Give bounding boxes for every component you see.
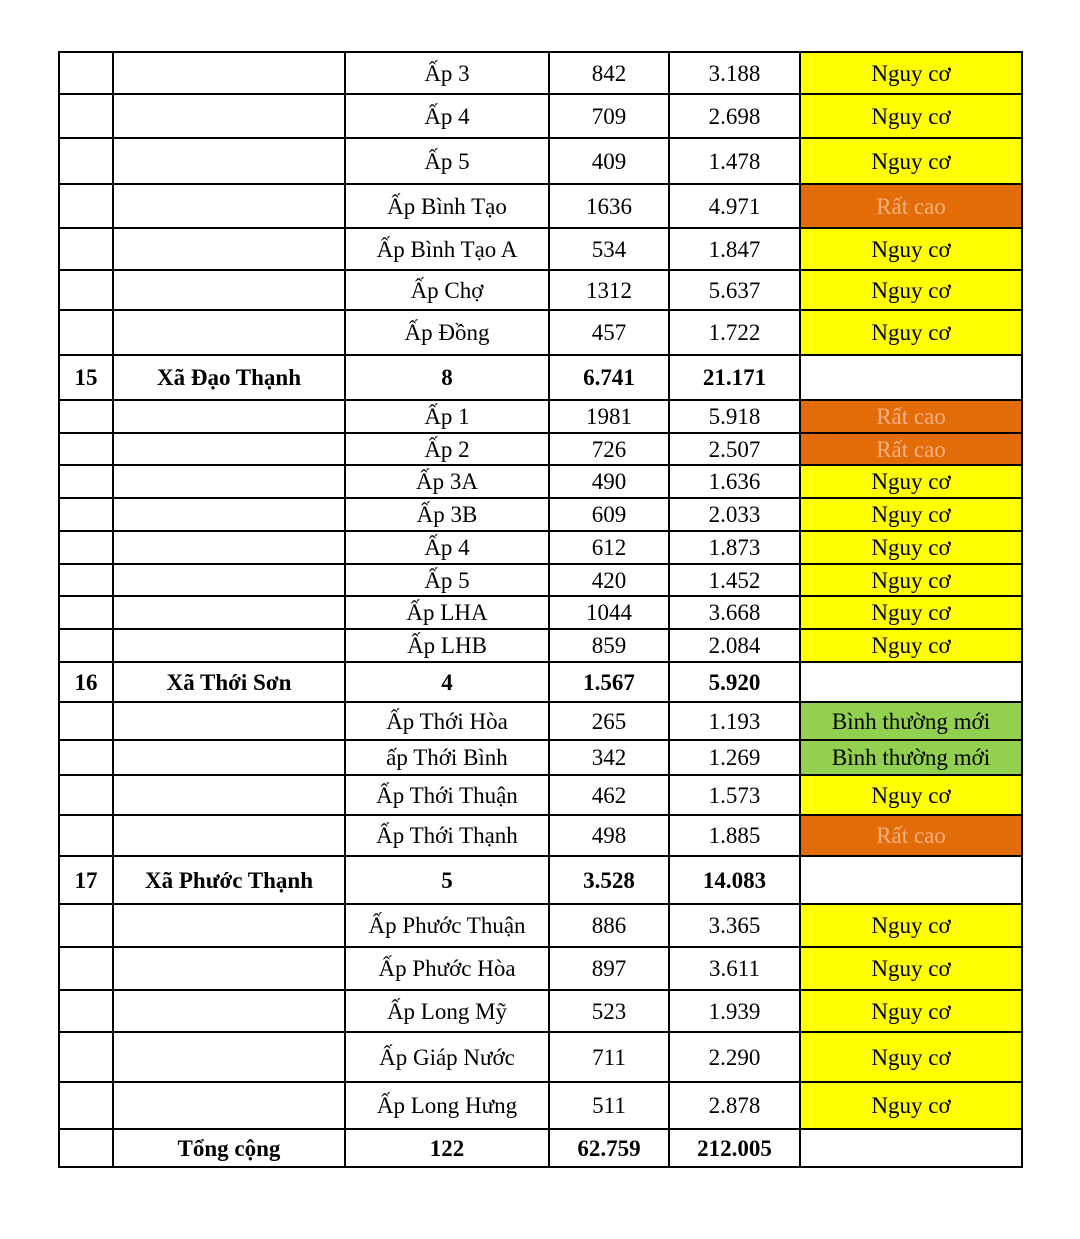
hamlet-row [59,815,1022,856]
hamlet-name-cell: Ấp 4 [345,94,549,138]
value-a-cell: 342 [549,740,669,775]
value-a-cell: 709 [549,94,669,138]
commune-cell [113,740,345,775]
status-cell: Rất cao [800,815,1022,856]
index-cell [59,947,113,990]
value-b-cell: 1.873 [669,531,800,564]
hamlet-row [59,740,1022,775]
status-cell: Nguy cơ [800,1032,1022,1082]
commune-cell [113,629,345,662]
index-cell [59,94,113,138]
value-b-cell: 212.005 [669,1129,800,1167]
index-cell [59,904,113,947]
commune-cell [113,1032,345,1082]
hamlet-name-cell: Ấp 4 [345,531,549,564]
hamlet-name-cell: Ấp LHA [345,596,549,629]
hamlet-name-cell: Ấp Phước Thuận [345,904,549,947]
value-b-cell: 2.878 [669,1082,800,1129]
index-cell [59,629,113,662]
index-cell [59,498,113,531]
hamlet-name-cell: Ấp Giáp Nước [345,1032,549,1082]
hamlet-name-cell: Ấp Phước Hòa [345,947,549,990]
commune-cell [113,990,345,1032]
index-cell [59,1032,113,1082]
value-a-cell: 3.528 [549,856,669,904]
index-cell [59,228,113,270]
index-cell [59,310,113,355]
hamlet-row [59,310,1022,355]
hamlet-row [59,629,1022,662]
value-a-cell: 609 [549,498,669,531]
index-cell [59,270,113,310]
table-body [59,52,1022,1167]
status-cell: Nguy cơ [800,498,1022,531]
commune-cell [113,531,345,564]
status-cell [800,1129,1022,1167]
index-cell [59,52,113,94]
status-cell: Nguy cơ [800,465,1022,498]
index-cell [59,740,113,775]
value-a-cell: 523 [549,990,669,1032]
total-row [59,1129,1022,1167]
value-a-cell: 420 [549,564,669,596]
status-cell: Nguy cơ [800,775,1022,815]
value-a-cell: 511 [549,1082,669,1129]
commune-cell [113,702,345,740]
value-b-cell: 21.171 [669,355,800,400]
value-a-cell: 1044 [549,596,669,629]
index-cell [59,596,113,629]
value-a-cell: 726 [549,433,669,465]
status-cell: Nguy cơ [800,904,1022,947]
count-cell: 4 [345,662,549,702]
hamlet-row [59,52,1022,94]
index-cell [59,400,113,433]
index-cell [59,564,113,596]
value-a-cell: 265 [549,702,669,740]
status-cell: Nguy cơ [800,52,1022,94]
value-b-cell: 1.193 [669,702,800,740]
status-cell: Bình thường mới [800,740,1022,775]
status-cell: Rất cao [800,433,1022,465]
commune-cell [113,904,345,947]
hamlet-name-cell: Ấp 3 [345,52,549,94]
status-cell: Bình thường mới [800,702,1022,740]
hamlet-name-cell: Ấp Thới Thạnh [345,815,549,856]
hamlet-name-cell: Ấp Đồng [345,310,549,355]
status-cell [800,662,1022,702]
value-b-cell: 14.083 [669,856,800,904]
index-cell [59,1129,113,1167]
hamlet-row [59,775,1022,815]
value-a-cell: 534 [549,228,669,270]
hamlet-name-cell: Ấp Long Hưng [345,1082,549,1129]
hamlet-row [59,1032,1022,1082]
value-a-cell: 842 [549,52,669,94]
hamlet-row [59,184,1022,228]
status-cell: Nguy cơ [800,310,1022,355]
hamlet-risk-table [58,51,1023,1168]
total-label-cell: Tổng cộng [113,1129,345,1167]
value-b-cell: 2.507 [669,433,800,465]
hamlet-row [59,465,1022,498]
status-cell: Nguy cơ [800,629,1022,662]
value-a-cell: 457 [549,310,669,355]
index-cell [59,433,113,465]
hamlet-name-cell: Ấp 3A [345,465,549,498]
hamlet-name-cell: Ấp Bình Tạo [345,184,549,228]
hamlet-row [59,138,1022,184]
hamlet-row [59,531,1022,564]
value-b-cell: 1.636 [669,465,800,498]
status-cell [800,355,1022,400]
value-a-cell: 62.759 [549,1129,669,1167]
commune-cell [113,138,345,184]
commune-cell [113,465,345,498]
value-b-cell: 3.611 [669,947,800,990]
count-cell: 5 [345,856,549,904]
value-b-cell: 3.188 [669,52,800,94]
commune-cell [113,433,345,465]
status-cell: Nguy cơ [800,1082,1022,1129]
value-b-cell: 1.573 [669,775,800,815]
hamlet-row [59,947,1022,990]
value-b-cell: 3.668 [669,596,800,629]
value-a-cell: 612 [549,531,669,564]
value-b-cell: 5.918 [669,400,800,433]
status-cell: Nguy cơ [800,138,1022,184]
index-cell: 16 [59,662,113,702]
index-cell [59,1082,113,1129]
hamlet-name-cell: Ấp 5 [345,138,549,184]
index-cell [59,702,113,740]
value-a-cell: 711 [549,1032,669,1082]
index-cell [59,531,113,564]
commune-cell [113,228,345,270]
hamlet-row [59,596,1022,629]
value-a-cell: 6.741 [549,355,669,400]
value-b-cell: 2.084 [669,629,800,662]
commune-row [59,662,1022,702]
status-cell: Nguy cơ [800,228,1022,270]
value-b-cell: 2.290 [669,1032,800,1082]
commune-cell [113,310,345,355]
commune-cell [113,775,345,815]
value-b-cell: 5.637 [669,270,800,310]
status-cell: Nguy cơ [800,596,1022,629]
index-cell [59,815,113,856]
value-a-cell: 1.567 [549,662,669,702]
value-a-cell: 498 [549,815,669,856]
value-b-cell: 2.698 [669,94,800,138]
value-a-cell: 1981 [549,400,669,433]
status-cell: Nguy cơ [800,947,1022,990]
value-b-cell: 1.478 [669,138,800,184]
hamlet-name-cell: Ấp Thới Hòa [345,702,549,740]
status-cell: Nguy cơ [800,94,1022,138]
commune-name-cell: Xã Đạo Thạnh [113,355,345,400]
status-cell: Nguy cơ [800,990,1022,1032]
hamlet-row [59,433,1022,465]
index-cell: 15 [59,355,113,400]
hamlet-name-cell: Ấp LHB [345,629,549,662]
hamlet-name-cell: Ấp Bình Tạo A [345,228,549,270]
commune-cell [113,1082,345,1129]
commune-cell [113,498,345,531]
hamlet-name-cell: Ấp Chợ [345,270,549,310]
commune-cell [113,947,345,990]
value-b-cell: 1.269 [669,740,800,775]
hamlet-name-cell: Ấp 1 [345,400,549,433]
value-b-cell: 4.971 [669,184,800,228]
value-a-cell: 859 [549,629,669,662]
commune-name-cell: Xã Phước Thạnh [113,856,345,904]
index-cell [59,465,113,498]
hamlet-row [59,498,1022,531]
hamlet-row [59,94,1022,138]
value-b-cell: 1.847 [669,228,800,270]
hamlet-name-cell: Ấp Thới Thuận [345,775,549,815]
hamlet-name-cell: ấp Thới Bình [345,740,549,775]
value-b-cell: 1.885 [669,815,800,856]
hamlet-row [59,702,1022,740]
status-cell: Nguy cơ [800,564,1022,596]
commune-cell [113,184,345,228]
hamlet-row [59,400,1022,433]
hamlet-row [59,564,1022,596]
value-a-cell: 886 [549,904,669,947]
value-b-cell: 3.365 [669,904,800,947]
hamlet-row [59,228,1022,270]
commune-cell [113,815,345,856]
value-a-cell: 409 [549,138,669,184]
index-cell [59,184,113,228]
commune-row [59,355,1022,400]
value-a-cell: 1636 [549,184,669,228]
commune-row [59,856,1022,904]
status-cell: Nguy cơ [800,270,1022,310]
hamlet-name-cell: Ấp Long Mỹ [345,990,549,1032]
hamlet-name-cell: Ấp 5 [345,564,549,596]
commune-cell [113,94,345,138]
index-cell [59,775,113,815]
status-cell: Rất cao [800,400,1022,433]
hamlet-row [59,1082,1022,1129]
commune-cell [113,270,345,310]
value-b-cell: 1.722 [669,310,800,355]
status-cell [800,856,1022,904]
index-cell [59,990,113,1032]
value-b-cell: 2.033 [669,498,800,531]
value-b-cell: 1.939 [669,990,800,1032]
commune-cell [113,52,345,94]
hamlet-name-cell: Ấp 3B [345,498,549,531]
value-a-cell: 897 [549,947,669,990]
count-cell: 122 [345,1129,549,1167]
commune-name-cell: Xã Thới Sơn [113,662,345,702]
hamlet-row [59,990,1022,1032]
value-a-cell: 1312 [549,270,669,310]
hamlet-row [59,904,1022,947]
commune-cell [113,400,345,433]
value-b-cell: 1.452 [669,564,800,596]
index-cell [59,138,113,184]
hamlet-row [59,270,1022,310]
value-a-cell: 462 [549,775,669,815]
count-cell: 8 [345,355,549,400]
commune-cell [113,564,345,596]
hamlet-name-cell: Ấp 2 [345,433,549,465]
value-a-cell: 490 [549,465,669,498]
value-b-cell: 5.920 [669,662,800,702]
commune-cell [113,596,345,629]
status-cell: Nguy cơ [800,531,1022,564]
index-cell: 17 [59,856,113,904]
status-cell: Rất cao [800,184,1022,228]
